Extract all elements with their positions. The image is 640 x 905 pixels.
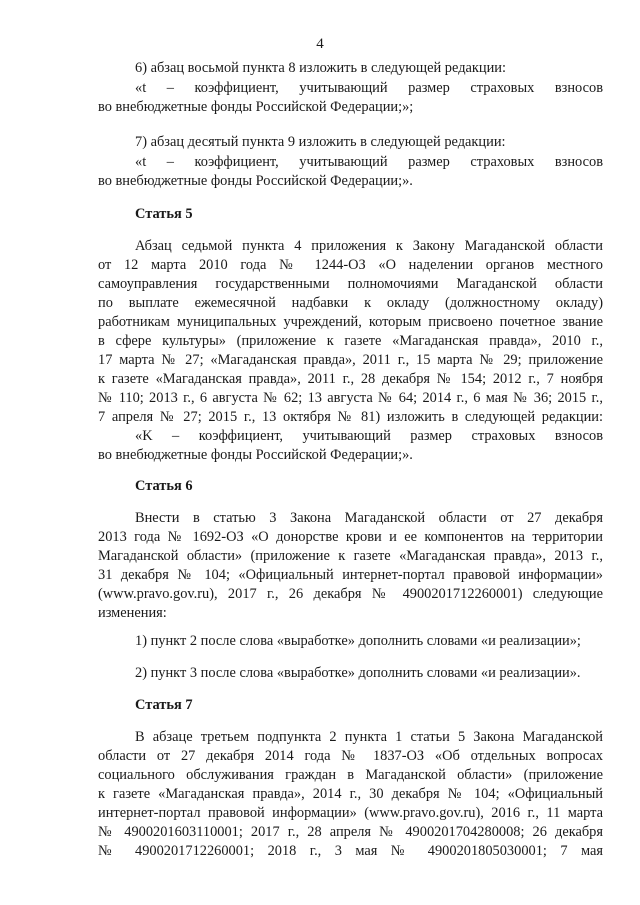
article-5-text: работникам муниципальных учреждений, которым присвоено почетное звание: [98, 314, 603, 330]
article-6-text: 2013 года № 1692-ОЗ «О донорстве крови и ее компонентов на территории: [98, 529, 603, 545]
article-6-item-1: 1) пункт 2 после слова «выработке» дополнить словами «и реализации»;: [135, 633, 581, 649]
article-5-text: от 12 марта 2010 года № 1244-ОЗ «О наделении органов местного: [98, 257, 603, 273]
article-6-item-2: 2) пункт 3 после слова «выработке» дополнить словами «и реализации».: [135, 665, 581, 681]
article-7-text: к газете «Магаданская правда», 2014 г., 30 декабря № 104; «Официальный: [98, 786, 603, 802]
article-5-text: 7 апреля № 27; 2015 г., 13 октября № 81) изложить в следующей редакции:: [98, 409, 603, 425]
article-5-text: 17 марта № 27; «Магаданская правда», 2011 г., 15 марта № 29; приложение: [98, 352, 603, 368]
article-7-text: В абзаце третьем подпункта 2 пункта 1 статьи 5 Закона Магаданской: [135, 729, 603, 745]
article-7-text: интернет-портал правовой информации» (www.pravo.gov.ru), 2016 г., 11 марта: [98, 805, 603, 821]
article-5-text: Абзац седьмой пункта 4 приложения к Закону Магаданской области: [135, 238, 603, 254]
page-number: 4: [316, 36, 324, 52]
article-6-text: (www.pravo.gov.ru), 2017 г., 26 декабря № 4900201712260001) следующие: [98, 586, 603, 602]
quote-line: во внебюджетные фонды Российской Федерации;»;: [98, 99, 414, 115]
article-5-text: № 110; 2013 г., 6 августа № 62; 13 августа № 64; 2014 г., 6 мая № 36; 2015 г.,: [98, 390, 603, 406]
article-6-text: 31 декабря № 104; «Официальный интернет-портал правовой информации»: [98, 567, 603, 583]
amendment-item-7: 7) абзац десятый пункта 9 изложить в следующей редакции:: [135, 134, 506, 150]
article-6-text: изменения:: [98, 605, 167, 621]
article-5-text: в сфере культуры» (приложение к газете «Магаданская правда», 2010 г.,: [98, 333, 603, 349]
article-7-text: № 4900201712260001; 2018 г., 3 мая № 4900201805030001; 7 мая: [98, 843, 603, 859]
quote-line: во внебюджетные фонды Российской Федерации;».: [98, 173, 413, 189]
article-7-heading: Статья 7: [135, 697, 193, 713]
quote-line: «t – коэффициент, учитывающий размер страховых взносов: [135, 154, 603, 170]
article-5-text: самоуправления государственными полномочиями Магаданской области: [98, 276, 603, 292]
article-5-text: к газете «Магаданская правда», 2011 г., 28 декабря № 154; 2012 г., 7 ноября: [98, 371, 603, 387]
article-7-text: № 4900201603110001; 2017 г., 28 апреля № 4900201704280008; 26 декабря: [98, 824, 603, 840]
article-7-text: социального обслуживания граждан в Магаданской области» (приложение: [98, 767, 603, 783]
article-6-text: Магаданской области» (приложение к газете «Магаданская правда», 2013 г.,: [98, 548, 603, 564]
quote-line: «K – коэффициент, учитывающий размер страховых взносов: [135, 428, 603, 444]
article-5-text: по выплате ежемесячной надбавки к окладу (должностному окладу): [98, 295, 603, 311]
quote-line: во внебюджетные фонды Российской Федерации;».: [98, 447, 413, 463]
article-6-heading: Статья 6: [135, 478, 193, 494]
amendment-item-6: 6) абзац восьмой пункта 8 изложить в следующей редакции:: [135, 60, 506, 76]
article-5-heading: Статья 5: [135, 206, 193, 222]
article-7-text: области от 27 декабря 2014 года № 1837-ОЗ «Об отдельных вопросах: [98, 748, 603, 764]
article-6-text: Внести в статью 3 Закона Магаданской области от 27 декабря: [135, 510, 603, 526]
quote-line: «t – коэффициент, учитывающий размер страховых взносов: [135, 80, 603, 96]
